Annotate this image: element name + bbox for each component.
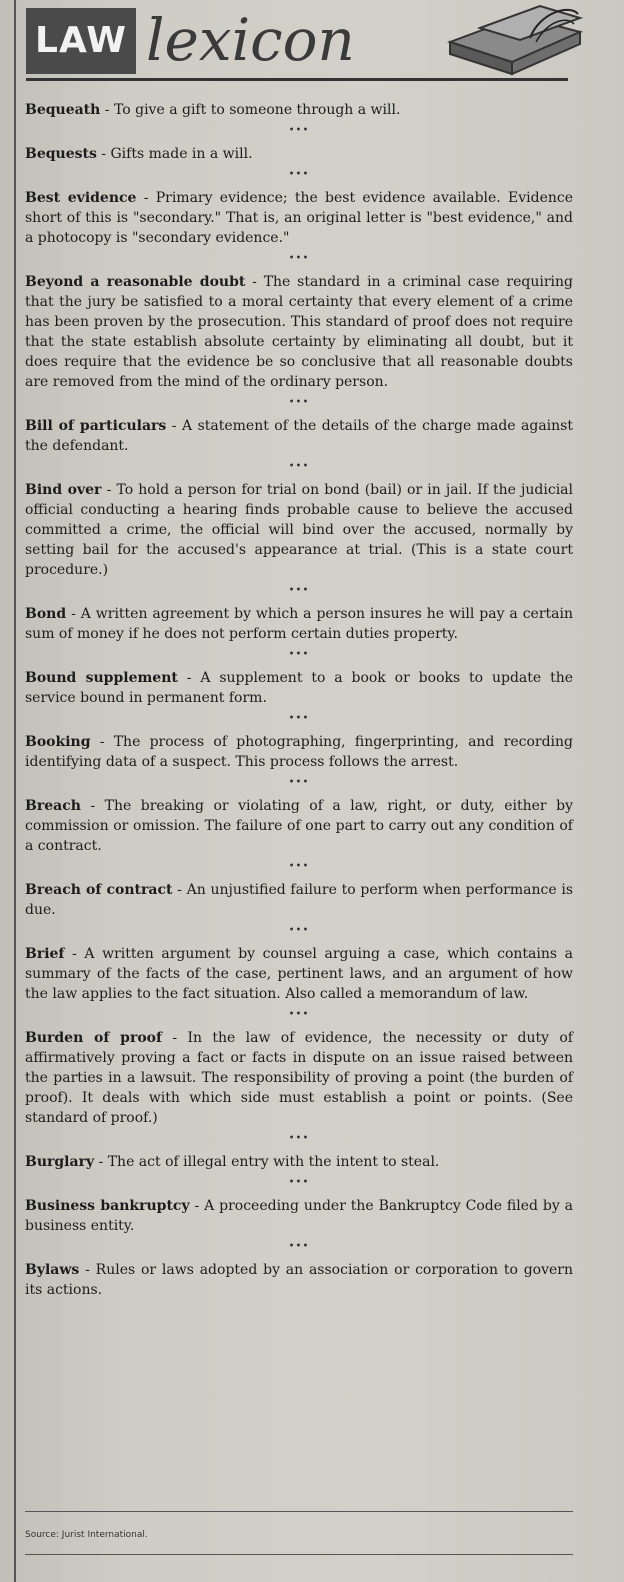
entry-definition: A statement of the details of the charge made against the defendant. [25,418,573,454]
entry-dash: - [245,274,264,290]
entry-definition: A supplement to a book or books to update the service bound in permanent form. [25,670,573,706]
entry-term: Best evidence [25,190,137,206]
glossary-entry [25,944,573,1004]
entry-dash: - [172,882,187,898]
entry-dash: - [80,798,105,814]
header-rule [26,78,568,81]
entry-term: Bill of particulars [25,418,167,434]
entry-separator: ••• [288,713,310,724]
entry-term: Beyond a reasonable doubt [25,274,246,290]
book-stack-icon [440,2,590,80]
entry-term: Business bankruptcy [25,1198,190,1214]
entry-separator: ••• [288,1241,310,1252]
entry-separator: ••• [288,461,310,472]
entry-term: Booking [25,734,91,750]
entry-separator: ••• [288,585,310,596]
entry-term: Bequeath [25,102,101,118]
entry-dash: - [79,1262,96,1278]
entry-definition: Primary evidence; the best evidence available. Evidence short of this is "secondary." That is, an original letter is "best evidence," and a photocopy is "secondary evidence." [25,190,573,246]
entry-separator: ••• [288,397,310,408]
column-header [22,2,568,82]
glossary-entry [25,1260,573,1300]
entry-definition: The standard in a criminal case requiring that the jury be satisfied to a moral certainty that every element of a crime has been proven by the prosecution. This standard of proof does not require that the state establish absolute certainty by eliminating all doubt, but it does require that the evidence be so conclusive that all reasonable doubts are removed from the mind of the ordinary person. [25,274,573,390]
entry-definition: The act of illegal entry with the intent to steal. [107,1154,440,1170]
entry-dash: - [189,1198,205,1214]
entry-dash: - [64,946,85,962]
entry-term: Breach [25,798,81,814]
glossary-entry [25,416,573,456]
entry-term: Burglary [25,1154,95,1170]
column-rule [14,0,16,1582]
entry-dash: - [66,606,81,622]
entry-definition: A written agreement by which a person insures he will pay a certain sum of money if he does not perform certain duties property. [25,606,573,642]
entry-dash: - [162,1030,188,1046]
page-title: lexicon [146,6,355,74]
entry-dash: - [136,190,156,206]
entry-dash: - [94,1154,108,1170]
entry-separator: ••• [288,1177,310,1188]
entry-term: Bound supplement [25,670,178,686]
glossary-list [25,100,573,1300]
law-label: LAW [26,8,136,74]
entry-definition: An unjustified failure to perform when performance is due. [25,882,573,918]
glossary-entry [25,272,573,392]
entry-separator: ••• [288,925,310,936]
entry-separator: ••• [288,777,310,788]
entry-definition: A written argument by counsel arguing a case, which contains a summary of the facts of the case, pertinent laws, and an argument of how the law applies to the fact situation. Also called a memorandum of law. [25,946,573,1002]
entry-term: Burden of proof [25,1030,163,1046]
glossary-entry [25,144,573,164]
entry-term: Bond [25,606,67,622]
glossary-entry [25,188,573,248]
glossary-entry [25,880,573,920]
entry-separator: ••• [288,649,310,660]
entry-term: Breach of contract [25,882,173,898]
entry-dash: - [166,418,182,434]
glossary-entry [25,480,573,580]
entry-term: Brief [25,946,65,962]
entry-definition: The process of photographing, fingerprinting, and recording identifying data of a suspect. This process follows the arrest. [25,734,573,770]
entry-dash: - [96,146,111,162]
entry-definition: To hold a person for trial on bond (bail) or in jail. If the judicial official conducting a hearing finds probable cause to believe the accused committed a crime, the official will bind over the accused, normally by setting bail for the accused's appearance at trial. (This is a state court procedure.) [25,482,573,578]
footer-rule-top [25,1511,573,1512]
entry-definition: A proceeding under the Bankruptcy Code filed by a business entity. [25,1198,573,1234]
entry-definition: Rules or laws adopted by an association or corporation to govern its actions. [25,1262,573,1298]
entry-separator: ••• [288,169,310,180]
entry-dash: - [100,102,114,118]
glossary-entry [25,1196,573,1236]
entry-dash: - [90,734,114,750]
entry-term: Bind over [25,482,102,498]
entry-separator: ••• [288,1009,310,1020]
glossary-entry [25,732,573,772]
entry-definition: To give a gift to someone through a will. [113,102,401,118]
entry-separator: ••• [288,1133,310,1144]
entry-dash: - [177,670,201,686]
glossary-entry [25,668,573,708]
entry-definition: Gifts made in a will. [110,146,253,162]
entry-separator: ••• [288,253,310,264]
source-credit: Source: Jurist International. [25,1530,148,1540]
entry-term: Bylaws [25,1262,80,1278]
entry-term: Bequests [25,146,97,162]
footer-rule-bottom [25,1554,573,1555]
glossary-entry [25,1152,573,1172]
entry-definition: The breaking or violating of a law, right, or duty, either by commission or omission. The failure of one part to carry out any condition of a contract. [25,798,573,854]
entry-separator: ••• [288,125,310,136]
glossary-entry [25,796,573,856]
glossary-entry [25,1028,573,1128]
glossary-entry [25,604,573,644]
glossary-entry [25,100,573,120]
entry-definition: In the law of evidence, the necessity or duty of affirmatively proving a fact or facts in dispute on an issue raised between the parties in a lawsuit. The responsibility of proving a point (the burden of proof). It deals with which side must establish a point or points. (See standard of proof.) [25,1030,573,1126]
entry-separator: ••• [288,861,310,872]
entry-dash: - [101,482,117,498]
